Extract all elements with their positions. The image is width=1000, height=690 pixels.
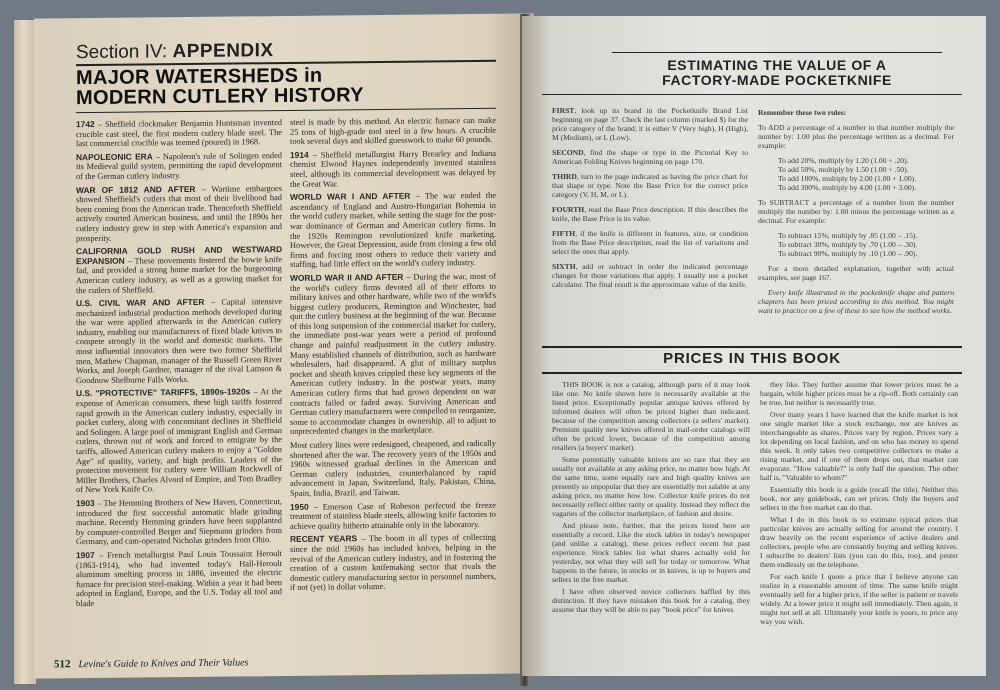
prices-paragraph: Essentially this book is a guide (recall the title). Neither this book, nor any guidebook, can set prices. Only the buyers and sellers in the free market can do that. xyxy=(760,485,958,512)
add-example: To add 300%, multiply by 4.00 (1.00 + 3.00). xyxy=(778,183,917,192)
right-page xyxy=(522,16,986,676)
right-title-rule xyxy=(542,94,962,95)
step-item xyxy=(552,262,748,289)
prices-paragraph: And please note, further, that the prices listed here are essentially a record. Like the stock tables in today's newspaper (and unlike a catalog), these prices reflect recent but past experience. Stock tables list what shares actually sold for yesterday, not what they will sell for today or tomorrow. What happens in the future, in stocks or in knives, is up to buyers and sellers in the free market. xyxy=(552,521,750,584)
history-entry-text: – Sheffield metallurgist Harry Brearley and Indiana chemist Elwood Haynes independently invented stainless steel, although its commercial development was delayed by the Great War. xyxy=(290,148,496,189)
every-text: Every knife illustrated in the pocketknife shape and pattern chapters has been priced according to this method. You might want to practice on a few of these to see how the method works. xyxy=(758,288,954,315)
sub-example: To subtract 90%, multiply by .10 (1.00 – .90). xyxy=(778,249,918,258)
step-text: , if the knife is different in features, size, or condition from the Base Price description, read the list of variations and select the ones that apply. xyxy=(552,229,748,256)
footer-title: Levine's Guide to Knives and Their Values xyxy=(78,657,249,671)
sub-intro: To SUBTRACT a percentage of a number from the number multiply the number by: 1.00 minus the percentage written as a decimal. For example: xyxy=(758,198,954,225)
history-entry xyxy=(76,549,282,609)
step-text: , add or subtract in order the indicated percentage changes for those variations that apply. I usually use a pocket calculator. The final result is the approximate value of the knife. xyxy=(552,262,748,289)
prices-paragraph: What I do in this book is to estimate typical prices that particular knives are actually selling for around the country. I draw heavily on the recent experience of active dealers and collectors, people who are constantly buying and selling knives. I subscribe to dealers' lists (you can do this, too), and pester them endlessly on the telephone. xyxy=(760,515,958,569)
history-entry-lead: CALIFORNIA GOLD RUSH AND WESTWARD EXPANSION xyxy=(76,244,282,266)
history-entry xyxy=(76,297,282,386)
rules-column xyxy=(758,108,954,321)
history-entry xyxy=(290,500,496,531)
add-example: To add 50%, multiply by 1.50 (1.00 + .50). xyxy=(778,165,909,174)
step-item xyxy=(552,172,748,199)
history-entry-lead: NAPOLEONIC ERA xyxy=(76,151,156,162)
history-entry-lead: 1914 xyxy=(290,149,313,160)
add-examples xyxy=(758,156,954,192)
step-item xyxy=(552,106,748,142)
steps-column xyxy=(552,106,748,295)
history-entry-lead: 1742 xyxy=(76,118,98,130)
prices-column-2 xyxy=(760,380,958,629)
more-text: For a more detailed explanation, together with actual examples, see page 167. xyxy=(758,264,954,282)
history-entry-text: – Wartime embargoes showed Sheffield's cutlers that most of their livelihood had been coming from the American trade. Thenceforth Sheffield actively courted American business, and until the 1890s her cutlery industry grew in step with America's expansion and prosperity. xyxy=(76,183,282,243)
history-entry xyxy=(76,387,282,495)
title-line-2: MODERN CUTLERY HISTORY xyxy=(76,84,364,110)
left-column-1 xyxy=(76,118,282,613)
step-item xyxy=(552,205,748,223)
history-entry xyxy=(76,184,282,244)
history-entry-lead: U.S. "PROTECTIVE" TARIFFS, 1890s-1920s xyxy=(76,386,254,399)
history-entry xyxy=(76,151,282,182)
history-entry-lead: 1907 xyxy=(76,549,99,561)
history-entry-text: – These movements fostered the bowie knife fad, and provided a strong home market for the burgeoning American cutlery industry, as well as a growing market for the cutlers of Sheffield. xyxy=(76,254,282,295)
history-entry-text: – At the expense of American consumers, these high tariffs fostered rapid growth in the American cutlery industry, especially in pocket cutlery, along with concomitant declines in Sheffield and Solingen. A large pool of immigrant English and German cutlers, thrown out of work and forced to emigrate by the tariffs, allowed American cutlery makers to enjoy a "Golden Age" of quality, variety, and high profits. Leaders of the protection movement for cutlery were William Rockwell of Miller Brothers, Charles Alvord of Empire, and Tom Bradley of New York Knife Co. xyxy=(76,387,282,495)
history-entry-text: – French metallurgist Paul Louis Toussaint Heroult (1863-1914), who had invented today's Hall-Heroult aluminum smelting process in 1886, invented the electric furnace for precision steel-making. Within a year it had been adopted in England, Europe, and the U.S. Today all tool and blade xyxy=(76,548,282,609)
right-title-rule-top xyxy=(612,52,942,53)
step-lead: FIRST xyxy=(552,106,575,115)
history-entry-text: – The boom in all types of collecting since the mid 1960s has included knives, helping in the revival of the American cutlery industry, and in fostering the creation of a custom knifemaking sector that rivals the domestic cutlery manufacturing sector in personnel numbers, if not (yet) in dollar volume. xyxy=(290,533,496,593)
history-entry xyxy=(76,118,282,149)
section-prefix: Section IV: xyxy=(76,41,173,64)
step-text: , look up its brand in the Pocketknife Brand List beginning on page 37. Check the last column (marked $) for the price category of the brand; it is either V (Very high), H (High), M (Medium), or L (Low). xyxy=(552,106,748,142)
page-stack-edge xyxy=(14,20,36,684)
right-title-line-1: ESTIMATING THE VALUE OF A xyxy=(667,57,887,73)
history-entry-text: – During the war, most of the world's cutlery firms devoted all of their efforts to military knives and other hardware, while two of the world's biggest cutlery producers, Remington and Winchester, had quit the cutlery business at the beginning of the war. Because of this long suspension of the commercial market for cutlery, the immediate post-war years were a period of profound change and painful readjustment in the cutlery industry. Many established channels of distribution, such as hardware wholesalers, had disappeared. A glut of military surplus pocket and sheath knives crippled these key segments of the American cutlery industry. In the postwar years, many American cutlery firms that had grown dependent on war contracts failed or faded away. Surviving American and German cutlery manufacturers were compelled to reorganize, some to accommodate changes in ownership, all to adjust to unprecedented changes in the marketplace. xyxy=(290,271,496,437)
history-entry-text: – Napoleon's rule of Solingen ended its Medieval guild system, permitting the rapid development of the German cutlery industry. xyxy=(76,150,282,182)
prices-paragraph: Some potentially valuable knives are so rare that they are usually not available at any asking price, no matter how high. At the same time, some equally rare and high quality knives are presently so unpopular that they are essentially not salable at any asking price, no matter how low. Collector knife prices do not necessarily reflect either rarity or quality. Instead they reflect the vagaries of the collector marketplace, of fashion and desire. xyxy=(552,455,750,518)
prices-paragraph: Over many years I have learned that the knife market is not one single market like a stock exchange, nor are knives as interchangeable as shares. Prices vary by region. Prices vary a lot depending on local fashion, and on who has money to spend this week. It only takes two competitive collectors to make a rising market, and if one of them drops out, that market can evaporate. "How valuable?" is only half the question. The other half is, "Valuable to whom?" xyxy=(760,410,958,482)
step-lead: SECOND xyxy=(552,148,584,157)
add-example: To add 100%, multiply by 2.00 (1.00 + 1.00). xyxy=(778,174,917,183)
prices-rule-top xyxy=(542,346,962,348)
history-entry xyxy=(76,497,282,547)
history-entry xyxy=(290,439,496,499)
history-entry xyxy=(290,272,496,437)
history-entry-text: – The Hemming Brothers of New Haven, Connecticut, introduced the first successful automatic blade grinding machine. Recently Hemming grinders have been supplanted by computer-controlled Berger and Siepmann grinders from Germany, and cam-operated Nicholas grinders from Ohio. xyxy=(76,496,282,547)
left-column-2 xyxy=(290,116,496,597)
right-title xyxy=(612,58,942,88)
step-lead: SIXTH xyxy=(552,262,576,271)
history-entry xyxy=(290,149,496,190)
history-entry-lead: 1903 xyxy=(76,497,98,509)
step-text: , find the shape or type in the Pictorial Key to American Folding Knives beginning on page 170. xyxy=(552,148,748,166)
history-entry xyxy=(290,191,496,270)
add-intro: To ADD a percentage of a number to that number multiply the number by: 1.00 plus the percentage written as a decimal. For example: xyxy=(758,123,954,150)
history-entry-lead: WORLD WAR II AND AFTER xyxy=(290,271,407,283)
add-example: To add 20%, multiply by 1.20 (1.00 + .20). xyxy=(778,156,909,165)
step-lead: FOURTH xyxy=(552,205,585,214)
step-item xyxy=(552,229,748,256)
section-name: APPENDIX xyxy=(172,40,274,63)
step-text: , read the Base Price description. If this describes the knife, the Base Price is its value. xyxy=(552,205,748,223)
title-rule xyxy=(76,108,496,113)
history-entry-text: – Emerson Case of Robeson perfected the freeze treatment of stainless blade steels, allowing knife factories to achieve quality hitherto attainable only in the laboratory. xyxy=(290,500,496,531)
section-header xyxy=(76,40,274,64)
history-entry-text: – Sheffield clockmaker Benjamin Huntsman invented crucible cast steel, the first modern cutlery blade steel. The last commercial crucible was teemed (poured) in 1968. xyxy=(76,118,282,149)
history-entry-lead: 1950 xyxy=(290,501,314,512)
history-entry xyxy=(290,533,496,593)
prices-paragraph: I have often observed novice collectors baffled by this distinction. If they have mistaken this book for a catalog, they assume that they will be able to pay "book price" for knives xyxy=(552,587,750,614)
left-page xyxy=(34,13,534,678)
step-lead: THIRD xyxy=(552,172,577,181)
history-entry-lead: RECENT YEARS xyxy=(290,533,362,545)
history-entry-lead: WAR OF 1812 AND AFTER xyxy=(76,183,202,195)
page-number: 512 xyxy=(54,658,71,671)
prices-rule-bottom xyxy=(542,372,962,374)
history-entry-text: steel is made by this method. An electric furnace can make 25 tons of high-grade tool steel in a few hours. A crucible took several days and skilled guesswork to make 60 pounds. xyxy=(290,115,496,147)
sub-example: To subtract 15%, multiply by .85 (1.00 – .15). xyxy=(778,231,918,240)
right-title-line-2: FACTORY-MADE POCKETKNIFE xyxy=(662,72,892,88)
prices-title: PRICES IN THIS BOOK xyxy=(663,350,841,367)
step-lead: FIFTH xyxy=(552,229,576,238)
history-entry xyxy=(76,245,282,295)
prices-paragraph: THIS BOOK is not a catalog, although parts of it may look like one. No knife shown here is necessarily available at the listed price. Exceptionally popular antique knives offered by informed dealers will often be priced higher than indicated, because of the competition among collectors (a sellers' market). Premium quality new knives offered in mail-order catalogs will often be priced lower, because of the competition among retailers (a buyers' market). xyxy=(552,380,750,452)
sub-examples xyxy=(758,231,954,258)
history-entry-lead: U.S. CIVIL WAR AND AFTER xyxy=(76,296,211,309)
prices-column-1 xyxy=(552,380,750,617)
step-item xyxy=(552,148,748,166)
history-entry-text: Most cutlery lines were redesigned, cheapened, and radically shortened after the war. The recovery years of the 1950s and 1960s witnessed gradual declines in the American and German cutlery industries, counterbalanced by rapid advancement in Japan, Switzerland, Italy, Pakistan, China, Spain, India, Brazil, and Taiwan. xyxy=(290,438,496,498)
rules-title: Remember these two rules: xyxy=(758,108,847,117)
open-book xyxy=(14,6,986,686)
page-title xyxy=(76,64,516,109)
title-line-1: MAJOR WATERSHEDS in xyxy=(76,64,323,90)
prices-paragraph: For each knife I quote a price that I believe anyone can realize in a reasonable amount of time. The same knife might eventually sell for a higher price, if the seller is patient or travels widely. At a lower price it might sell immediately. Then again, it might not sell at all. Ultimately your knife is yours, to price any way you wish. xyxy=(760,572,958,626)
history-entry xyxy=(290,116,496,147)
history-entry-text: – The war ended the ascendancy of England and Austro-Hungarian Bohemia in the world cutlery market, while setting the stage for the post-war dominance of German and American cutlery firms. In the 1920s Remington revolutionized knife marketing. However, the Great Depression, aside from closing a few old firms and forcing most others to reduce their variety and staffing, had little effect on the world's cutlery industry. xyxy=(290,190,496,270)
sub-example: To subtract 30%, multiply by .70 (1.00 – .30). xyxy=(778,240,918,249)
page-footer xyxy=(54,656,248,670)
history-entry-lead: WORLD WAR I AND AFTER xyxy=(290,190,416,203)
prices-paragraph: they like. They further assume that lower prices must be a bargain, while higher prices must be a rip-off. Both certainly can be true, but neither is necessarily true. xyxy=(760,380,958,407)
step-text: , turn to the page indicated as having the price chart for that shape or type. Note the Base Price for the correct price category (V, H, M, or L). xyxy=(552,172,748,199)
history-entry-text: – Capital intensive mechanized industrial production methods developed during the war were applied afterwards in the American cutlery industry, enabling our manufacturers of fixed blade knives to compete strongly in the world and domestic markets. The most influential innovators then were two former Sheffield men, Mathew Chapman, manager of the Russell Green River Works, and Joseph Gardner, manager of the rival Lamson & Goodnow Shelburne Falls Works. xyxy=(76,297,282,386)
